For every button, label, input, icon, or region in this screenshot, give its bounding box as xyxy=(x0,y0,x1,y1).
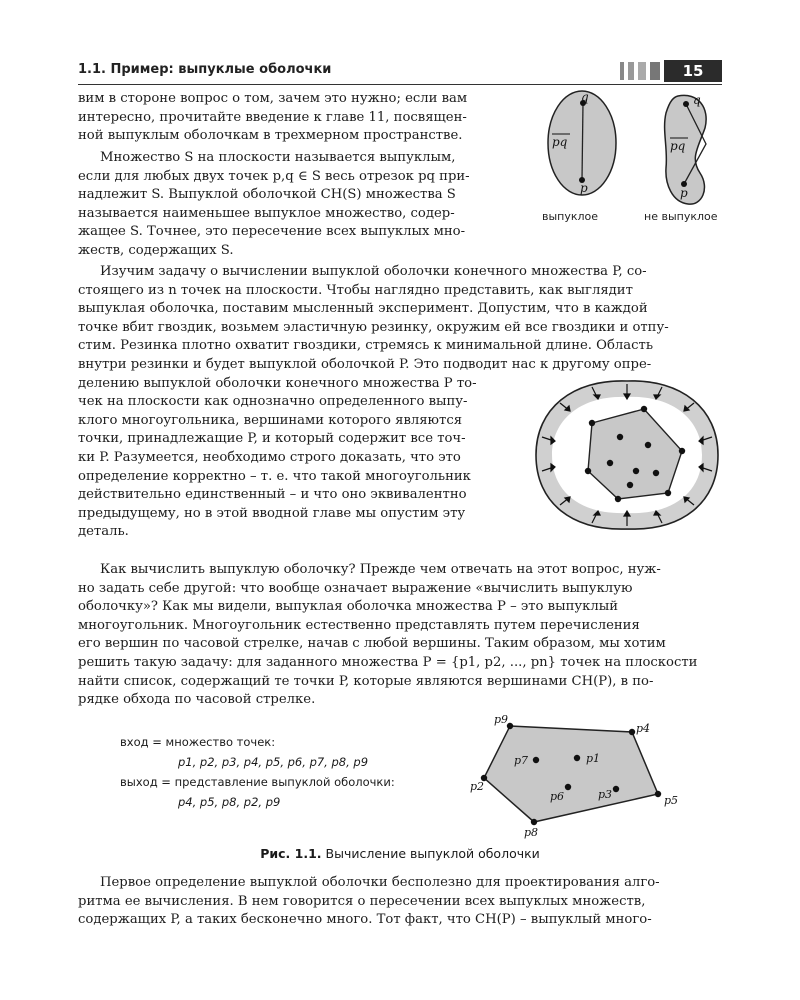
paragraph-2 xyxy=(78,149,518,261)
label-p5: p5 xyxy=(664,794,679,807)
text-line: решить такую задачу: для заданного множества P = {p1, p2, ..., pn} точек на плоскости xyxy=(78,654,698,670)
point-p8 xyxy=(531,819,537,825)
label-p4: p4 xyxy=(636,722,651,735)
paragraph-5 xyxy=(78,874,722,930)
text-line: точке вбит гвоздик, возьмем эластичную резинку, окружим ей все гвоздики и отпу- xyxy=(78,319,669,335)
label-p1: p1 xyxy=(586,752,601,765)
text-line: если для любых двух точек p,q ∈ S весь отрезок pq при- xyxy=(78,168,470,184)
text-span: Множество S на плоскости называется выпуклым, xyxy=(100,150,456,165)
point-p5 xyxy=(655,791,661,797)
output-points: p4, p5, p8, p2, p9 xyxy=(178,795,281,809)
label-pq-nonconvex: pq xyxy=(670,139,686,153)
paragraph-4 xyxy=(78,561,722,710)
text-line: клого многоугольника, вершинами которого являются xyxy=(78,412,463,428)
input-label: вход = множество точек: xyxy=(120,735,276,749)
label-p8: p8 xyxy=(524,826,539,839)
figure-caption xyxy=(0,846,800,861)
text-line: называется наименьшее выпуклое множество, содер- xyxy=(78,205,455,221)
text-line: выпуклая оболочка, поставим мысленный эксперимент. Допустим, что в каждой xyxy=(78,301,648,317)
label-q-nonconvex: q xyxy=(693,93,701,107)
label-p9: p9 xyxy=(494,713,509,726)
text-line: точки, принадлежащие P, и который содержит все точ- xyxy=(78,431,466,447)
text-line: делению выпуклой оболочки конечного множества P то- xyxy=(78,375,477,391)
text-line: найти список, содержащий те точки P, которые являются вершинами CH(P), в по- xyxy=(78,673,654,689)
text-line: оболочку»? Как мы видели, выпуклая оболочка множества P – это выпуклый xyxy=(78,599,619,615)
convex-nonconvex-figure xyxy=(530,88,722,233)
label-p6: p6 xyxy=(550,790,565,803)
text-line: его вершин по часовой стрелке, начав с любой вершины. Таким образом, мы хотим xyxy=(78,636,666,652)
hull-figure xyxy=(470,712,692,840)
running-header xyxy=(78,60,722,85)
hull-polygon xyxy=(484,726,658,822)
text-line: рядке обхода по часовой стрелке. xyxy=(78,692,316,708)
text-line: предыдущему, но в этой вводной главе мы опустим эту xyxy=(78,505,466,521)
point-p6 xyxy=(565,784,571,790)
text-line: стоящего из n точек на плоскости. Чтобы наглядно представить, как выглядит xyxy=(78,282,633,298)
text-line: жащее S. Точнее, это пересечение всех выпуклых мно- xyxy=(78,224,466,240)
io-block xyxy=(120,732,395,812)
text-line: стим. Резинка плотно охватит гвоздики, стремясь к минимальной длине. Область xyxy=(78,338,654,354)
text-span: Изучим задачу о вычислении выпуклой оболочки конечного множества P, со- xyxy=(100,264,647,279)
text-line: вим в стороне вопрос о том, зачем это нужно; если вам xyxy=(78,91,468,106)
label-p3: p3 xyxy=(598,788,613,801)
text-line: содержащих P, а таких бесконечно много. Тот факт, что CH(P) – выпуклый много- xyxy=(78,912,652,928)
point-p1 xyxy=(574,755,580,761)
point-q-nonconvex xyxy=(683,101,689,107)
input-points: p1, p2, p3, p4, p5, p6, p7, p8, p9 xyxy=(178,755,369,769)
page-number: 15 xyxy=(664,60,722,82)
text-line xyxy=(78,874,722,893)
point-p4 xyxy=(629,729,635,735)
text-line: действительно единственный – и что оно эквивалентно xyxy=(78,487,467,503)
label-p-convex: p xyxy=(580,181,588,195)
text-line: надлежит S. Выпуклой оболочкой CH(S) множества S xyxy=(78,187,456,203)
label-p7: p7 xyxy=(514,754,529,767)
label-nonconvex: не выпуклое xyxy=(644,210,718,223)
label-pq-convex: pq xyxy=(552,135,568,149)
text-line: ки P. Разумеется, необходимо строго доказать, что это xyxy=(78,449,461,465)
text-line: деталь. xyxy=(78,524,129,540)
text-line xyxy=(78,561,722,580)
label-p-nonconvex: p xyxy=(680,186,688,200)
point-p7 xyxy=(533,757,539,763)
text-line xyxy=(78,149,518,168)
rubber-band-figure xyxy=(532,375,722,535)
figure-caption-label: Рис. 1.1. xyxy=(260,846,322,861)
text-line: многоугольник. Многоугольник естественно представлять путем перечисления xyxy=(78,617,640,633)
label-p2: p2 xyxy=(470,780,485,793)
text-line: но задать себе другой: что вообще означает выражение «вычислить выпуклую xyxy=(78,580,633,596)
text-line: внутри резинки и будет выпуклой оболочкой P. Это подводит нас к другому опре- xyxy=(78,356,652,372)
point-p3 xyxy=(613,786,619,792)
text-line: жеств, содержащих S. xyxy=(78,242,234,258)
text-line: чек на плоскости как однозначно определенного выпу- xyxy=(78,394,468,410)
text-line: интересно, прочитайте введение к главе 11, посвящен- xyxy=(78,109,467,125)
text-line: определение корректно – т. е. что такой многоугольник xyxy=(78,468,471,484)
output-label: выход = представление выпуклой оболочки: xyxy=(120,775,395,789)
text-span: Как вычислить выпуклую оболочку? Прежде чем отвечать на этот вопрос, нуж- xyxy=(100,562,661,577)
text-span: Первое определение выпуклой оболочки бесполезно для проектирования алго- xyxy=(100,875,660,890)
label-q-convex: q xyxy=(581,90,589,104)
label-convex: выпуклое xyxy=(542,210,599,223)
figure-caption-text: Вычисление выпуклой оболочки xyxy=(325,846,540,861)
paragraph-1 xyxy=(78,90,518,146)
text-line: ритма ее вычисления. В нем говорится о пересечении всех выпуклых множеств, xyxy=(78,893,646,909)
text-line xyxy=(78,263,722,282)
text-line: ной выпуклым оболочкам в трехмерном пространстве. xyxy=(78,128,463,144)
section-title: 1.1. Пример: выпуклые оболочки xyxy=(78,62,332,77)
